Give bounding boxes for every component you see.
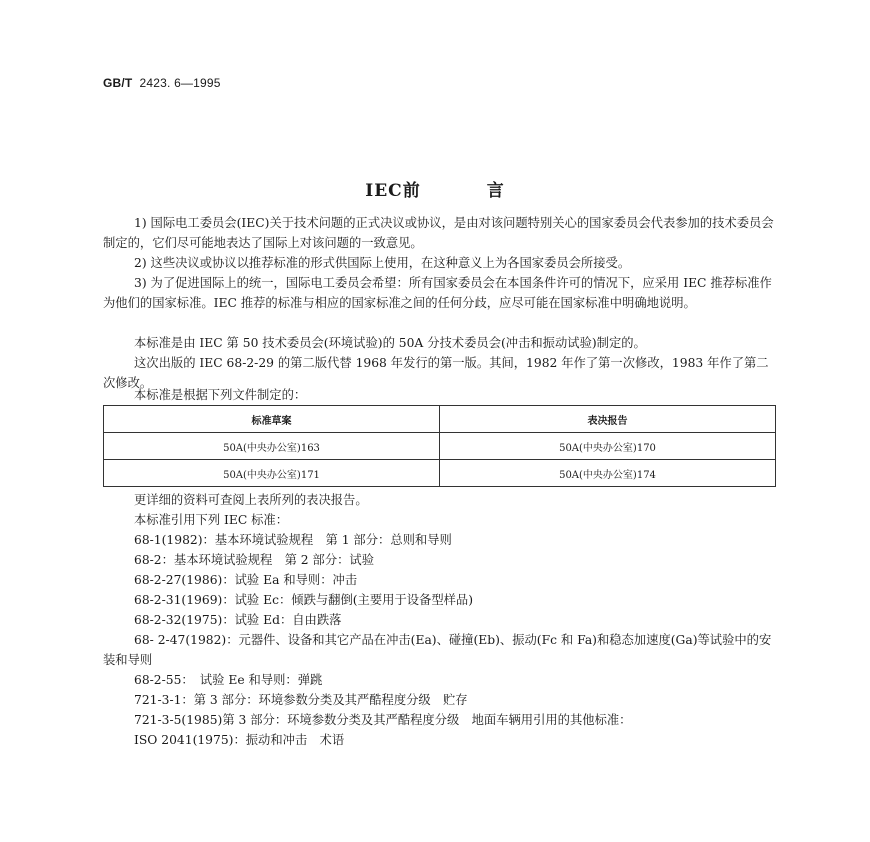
reference-item: 721-3-5(1985)第 3 部分：环境参数分类及其严酷程度分级 地面车辆用引用的其他标准： [134, 713, 632, 727]
table-cell: 50A(中央办公室)171 [104, 460, 440, 487]
title-part-2: 言 [486, 181, 505, 201]
standard-number: 2423. 6—1995 [139, 76, 221, 90]
reference-item: 68-2-55： 试验 Ee 和导则：弹跳 [134, 673, 323, 687]
reference-item: 68- 2-47(1982)：元器件、设备和其它产品在冲击(Ea)、碰撞(Eb)、振动(Fc 和 Fa)和稳态加速度(Ga)等试验中的安装和导则 [103, 633, 772, 667]
reference-item: 68-2-32(1975)：试验 Ed：自由跌落 [134, 613, 342, 627]
title-part-1: IEC前 [365, 181, 421, 201]
table-header-row [104, 406, 776, 433]
table-header-vote: 表决报告 [440, 406, 776, 433]
paragraph-6: 本标准是根据下列文件制定的： [134, 388, 307, 402]
paragraph-4: 本标准是由 IEC 第 50 技术委员会(环境试验)的 50A 分技术委员会(冲击和振动试验)制定的。 [134, 336, 646, 350]
after-table-line: 本标准引用下列 IEC 标准： [134, 513, 289, 527]
after-table-line: 更详细的资料可查阅上表所列的表决报告。 [134, 493, 368, 507]
table-cell: 50A(中央办公室)174 [440, 460, 776, 487]
table-row [104, 433, 776, 460]
reference-item: 68-2-27(1986)：试验 Ea 和导则：冲击 [134, 573, 358, 587]
table-header-draft: 标准草案 [104, 406, 440, 433]
paragraph-3: 3) 为了促进国际上的统一，国际电工委员会希望：所有国家委员会在本国条件许可的情况下，应采用 IEC 推荐标准作为他们的国家标准。IEC 推荐的标准与相应的国家标准之间的任何分歧，应尽可能在国家标准中明确地说明。 [103, 276, 772, 310]
paragraph-2: 2) 这些决议或协议以推荐标准的形式供国际上使用，在这种意义上为各国家委员会所接受。 [134, 256, 631, 270]
reference-item: 68-2：基本环境试验规程 第 2 部分：试验 [134, 553, 375, 567]
paragraph-5: 这次出版的 IEC 68-2-29 的第二版代替 1968 年发行的第一版。其间，1982 年作了第一次修改，1983 年作了第二次修改。 [103, 356, 769, 390]
table-cell: 50A(中央办公室)163 [104, 433, 440, 460]
reference-item: 721-3-1：第 3 部分：环境参数分类及其严酷程度分级 贮存 [134, 693, 468, 707]
table-cell: 50A(中央办公室)170 [440, 433, 776, 460]
paragraph-1: 1) 国际电工委员会(IEC)关于技术问题的正式决议或协议，是由对该问题特别关心的国家委员会代表参加的技术委员会制定的，它们尽可能地表达了国际上对该问题的一致意见。 [103, 216, 774, 250]
reference-item: ISO 2041(1975)：振动和冲击 术语 [134, 733, 345, 747]
page-title [0, 176, 870, 201]
standard-header [103, 76, 221, 90]
standard-code: GB/T [103, 76, 133, 90]
document-table [103, 405, 776, 487]
table-row [104, 460, 776, 487]
reference-item: 68-2-31(1969)：试验 Ec：倾跌与翻倒(主要用于设备型样品) [134, 593, 474, 607]
reference-item: 68-1(1982)：基本环境试验规程 第 1 部分：总则和导则 [134, 533, 452, 547]
